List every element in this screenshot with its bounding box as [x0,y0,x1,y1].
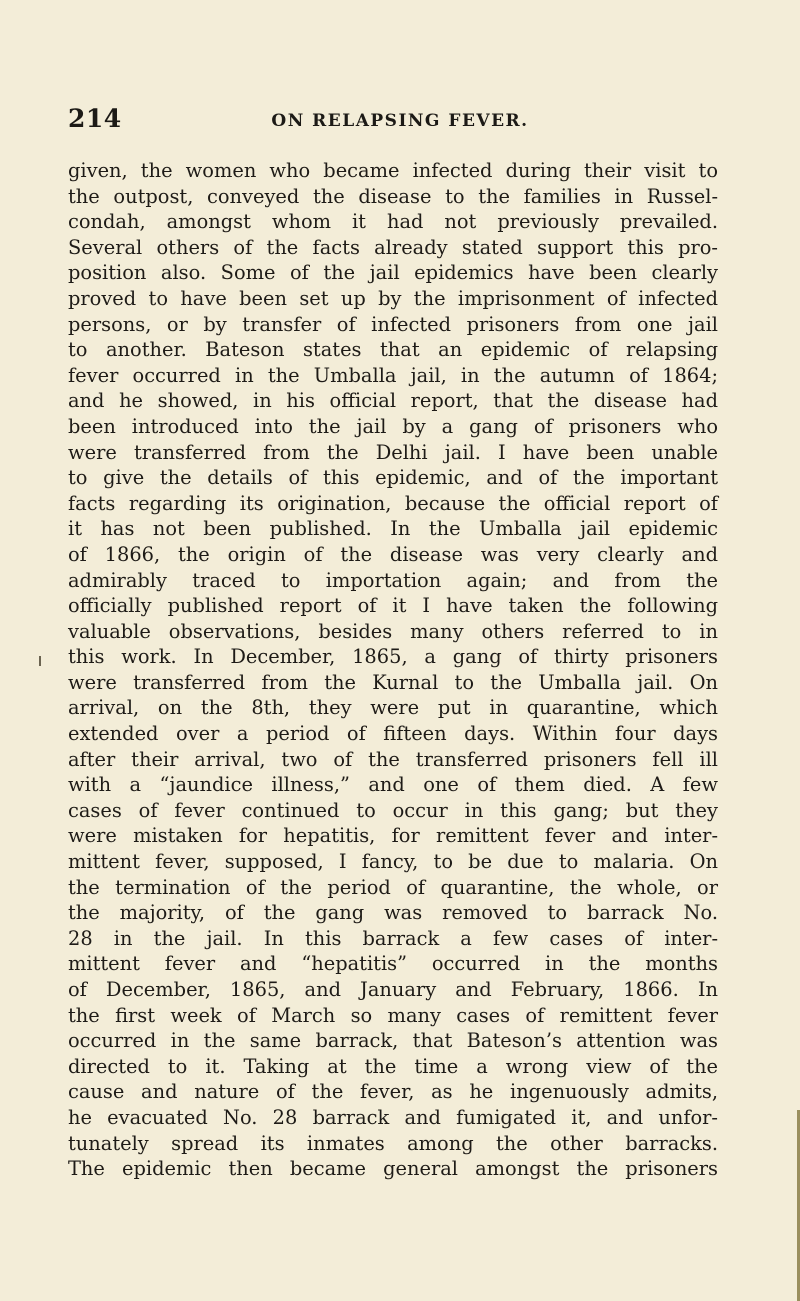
text-line: arrival, on the 8th, they were put in quarantine, which [68,696,718,720]
text-line: facts regarding its origination, because the official report of [68,491,718,515]
body-text [68,158,718,1182]
running-title: ON RELAPSING FEVER. [271,111,529,131]
text-line: cases of fever continued to occur in this gang; but they [68,798,718,822]
text-line: The epidemic then became general amongst the prisoners [68,1157,718,1181]
text-line: with a “jaundice illness,” and one of them died. A few [68,773,718,797]
page-header [68,104,732,144]
text-line: he evacuated No. 28 barrack and fumigated it, and unfor- [68,1105,718,1129]
text-line: directed to it. Taking at the time a wrong view of the [68,1054,718,1078]
text-line: position also. Some of the jail epidemics have been clearly [68,261,718,285]
text-line: the termination of the period of quarantine, the whole, or [68,875,718,899]
text-line: mittent fever and “hepatitis” occurred in the months [68,952,718,976]
text-line: officially published report of it I have taken the following [68,594,718,618]
text-line: valuable observations, besides many others referred to in [68,619,718,643]
text-line: given, the women who became infected during their visit to [68,159,718,182]
text-line: proved to have been set up by the imprisonment of infected [68,286,718,310]
text-line: been introduced into the jail by a gang of prisoners who [68,414,718,438]
text-line: were transferred from the Kurnal to the Umballa jail. On [68,670,718,694]
text-line: occurred in the same barrack, that Bateson’s attention was [68,1029,718,1053]
text-line: persons, or by transfer of infected prisoners from one jail [68,312,718,336]
text-line: of December, 1865, and January and February, 1866. In [68,978,718,1001]
text-line: were transferred from the Delhi jail. I have been unable [68,440,718,464]
text-line: after their arrival, two of the transferred prisoners fell ill [68,747,718,771]
text-line: fever occurred in the Umballa jail, in the autumn of 1864; [68,363,718,387]
text-line: 28 in the jail. In this barrack a few cases of inter- [68,926,718,950]
text-line: the outpost, conveyed the disease to the families in Russel- [68,184,718,208]
text-line: tunately spread its inmates among the other barracks. [68,1131,718,1155]
text-line: were mistaken for hepatitis, for remittent fever and inter- [68,824,718,848]
text-line: cause and nature of the fever, as he ingenuously admits, [68,1080,718,1104]
text-line: of 1866, the origin of the disease was very clearly and [68,542,718,566]
text-line: the first week of March so many cases of remittent fever [68,1003,718,1027]
text-line: it has not been published. In the Umballa jail epidemic [68,517,718,541]
text-line: to another. Bateson states that an epidemic of relapsing [68,338,718,362]
margin-speck [39,656,41,666]
text-line: Several others of the facts already stated support this pro- [68,235,718,259]
text-line: admirably traced to importation again; and from the [68,568,718,592]
page-number: 214 [68,104,122,133]
text-line: to give the details of this epidemic, and of the important [68,466,718,490]
text-line: condah, amongst whom it had not previously prevailed. [68,210,718,234]
text-line: mittent fever, supposed, I fancy, to be due to malaria. On [68,850,718,874]
text-line: the majority, of the gang was removed to barrack No. [68,901,718,925]
text-line: and he showed, in his official report, that the disease had [68,389,718,413]
text-line: extended over a period of fifteen days. Within four days [68,722,718,746]
text-line: this work. In December, 1865, a gang of thirty prisoners [68,645,718,669]
